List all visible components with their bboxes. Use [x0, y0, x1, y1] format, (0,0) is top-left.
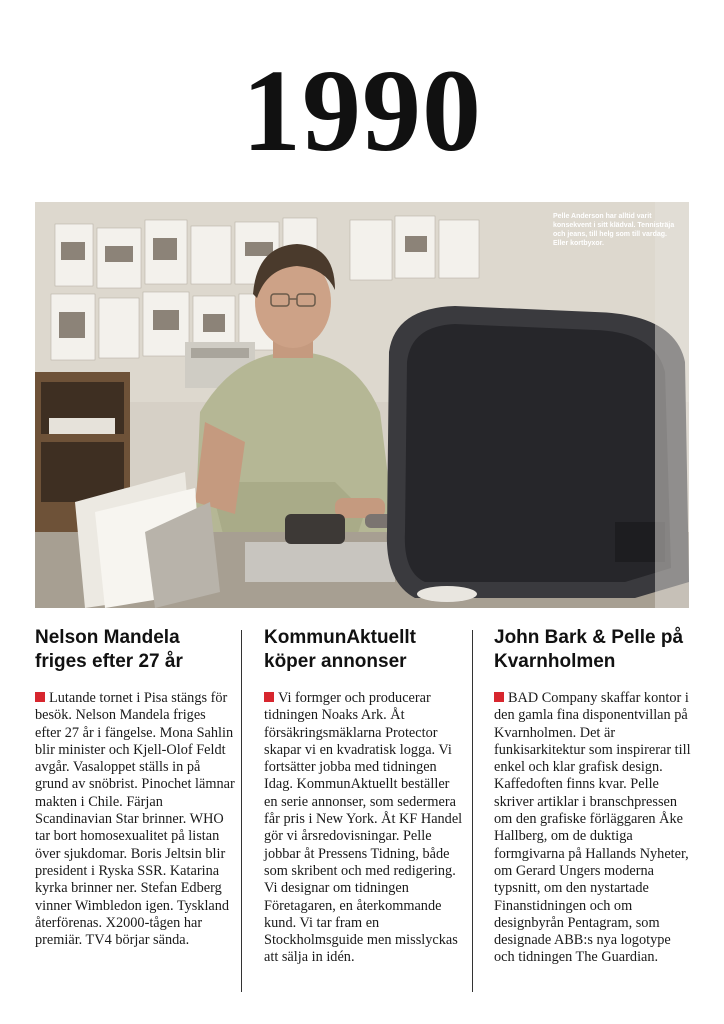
red-square-bullet-icon	[264, 692, 274, 702]
column-kvarnholmen	[494, 626, 694, 967]
column-heading: KommunAktuellt köper annonser	[264, 627, 416, 672]
page-year-title: 1990	[242, 45, 482, 176]
column-body	[494, 690, 694, 967]
column-divider	[472, 630, 473, 992]
column-heading: Nelson Mandela friges efter 27 år	[35, 627, 183, 672]
office-photo	[35, 202, 689, 608]
column-kommunaktuellt	[264, 626, 464, 967]
red-square-bullet-icon	[35, 692, 45, 702]
column-text: BAD Company skaffar kontor i den gamla fina disponentvillan på Kvarnholmen. Det är funkisarkitektur som inspirerar till enkel och klar grafisk design. Kaffedoften finns kvar. Pelle skriver artiklar i branschpressen om den grafiske förläggaren Åke Hallberg, om de duktiga formgivarna på Hallands Nyheter, om Gerard Ungers moderna typsnitt, om den nystartade Finanstidningen och om designbyrån Pentagram, som designade ABB:s nya logotype och tidningen The Guardian.	[494, 690, 691, 966]
column-mandela	[35, 626, 235, 949]
column-body	[35, 690, 235, 949]
red-square-bullet-icon	[494, 692, 504, 702]
column-heading: John Bark & Pelle på Kvarnholmen	[494, 627, 684, 672]
photo-caption: Pelle Anderson har alltid varit konsekvent i sitt klädval. Tennisträja och jeans, till helg som till vardag. Eller kortbyxor.	[553, 213, 675, 247]
photo-illustration	[35, 202, 689, 608]
column-text: Lutande tornet i Pisa stängs för besök. Nelson Mandela friges efter 27 år i fängelse. Mona Sahlin blir minister och Kjell-Olof Feldt avgår. Vasaloppet ställs in på grund av snöbrist. Pinochet lämnar makten i Chile. Färjan Scandinavian Star brinner. WHO tar bort homosexualitet på listan över sjukdomar. Boris Jeltsin blir president i Ryska SSR. Katarina kyrka brinner ner. Stefan Edberg vinner Wimbledon igen. Tyskland återförenas. X2000-tågen har premiär. TV4 börjar sända.	[35, 690, 235, 949]
column-body	[264, 690, 464, 967]
column-text: Vi formger och producerar tidningen Noaks Ark. Åt försäkringsmäklarna Protector skapar vi en kvadratisk logga. Vi fortsätter jobba med tidningen Idag. KommunAktuellt beställer en serie annonser, som sedermera får pris i New York. Åt KF Handel gör vi årsredovisningar. Pelle jobbar åt Pressens Tidning, både som skribent och med redigering. Vi designar om tidningen Företagaren, en återkommande kund. Vi tar fram en Stockholmsguide men misslyckas att sälja in idén.	[264, 690, 463, 966]
column-divider	[241, 630, 242, 992]
